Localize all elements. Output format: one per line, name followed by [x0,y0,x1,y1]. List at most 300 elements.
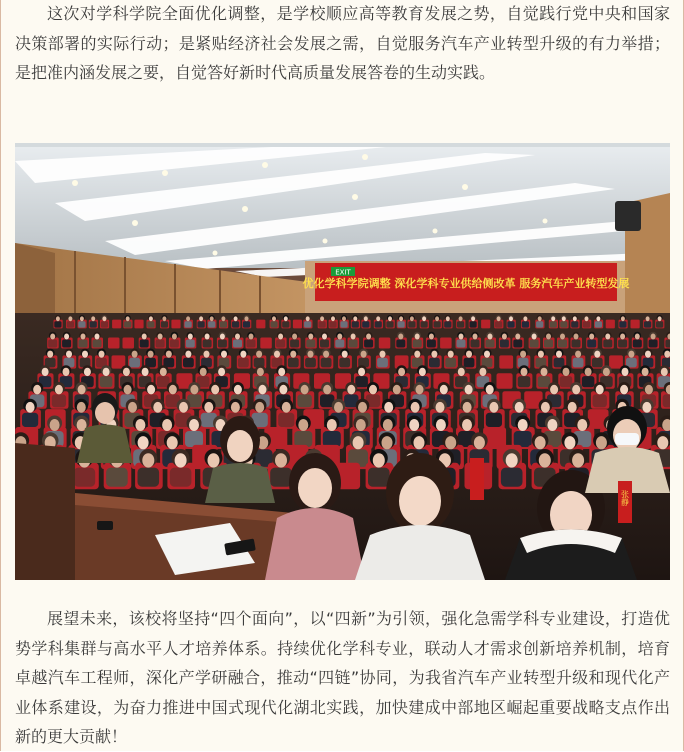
attendee-body [233,340,242,348]
attendee-face [188,334,193,340]
attendee-body [587,340,596,348]
attendee-body [603,340,612,348]
attendee-face [585,368,592,376]
attendee-face [532,334,537,340]
attendee-body [500,340,509,348]
attendee-face [256,351,262,358]
attendee-body [340,321,347,327]
attendee-face [103,368,110,376]
attendee-face [560,334,565,340]
attendee-face [410,316,414,321]
seat [108,338,120,349]
attendee-body [573,358,584,368]
attendee-face [414,436,425,449]
attendee-body [386,321,393,327]
attendee-body [644,321,651,327]
attendee-face [551,316,555,321]
attendee-face [175,453,187,467]
attendee-face [81,334,86,340]
attendee-body [544,340,553,348]
attendee-face [562,316,566,321]
attendee-face [364,316,368,321]
attendee-face [210,316,214,321]
attendee-body [518,376,531,387]
attendee-face [471,316,475,321]
attendee-face [523,316,527,321]
attendee-body [276,340,285,348]
attendee-body [294,431,312,447]
attendee-body [208,321,215,327]
attendee-face [596,316,600,321]
attendee-body [427,340,436,348]
attendee-body [93,340,102,348]
attendee-face [95,334,100,340]
attendee-body [656,321,663,327]
attendee-face [342,351,348,358]
attendee-face [358,402,367,413]
attendee-face [538,351,544,358]
attendee-body [398,321,405,327]
attendee-face [473,334,478,340]
attendee-face [160,368,167,376]
attendee-face [436,402,445,413]
attendee-body [335,340,344,348]
attendee-body [238,358,249,368]
attendee-body [444,321,451,327]
attendee-face [538,316,542,321]
attendee-face [221,351,227,358]
attendee-body [22,413,38,427]
attendee-body [619,321,626,327]
attendee-face [308,351,314,358]
attendee-body [522,321,529,327]
seat [260,338,272,349]
attendee-face [189,419,199,431]
attendee-face [42,368,49,376]
attendee-face [259,385,267,395]
attendee-face [327,419,337,431]
attendee-body [320,340,329,348]
attendee-face [208,453,220,467]
attendee-body [560,321,567,327]
attendee-face [308,334,313,340]
attendee-face [603,368,610,376]
attendee-face [398,368,405,376]
attendee-body [554,358,565,368]
attendee-face [257,368,264,376]
attendee-face [323,351,329,358]
attendee-face [458,368,465,376]
attendee-face [541,368,548,376]
attendee-face [398,334,403,340]
attendee-body [377,358,388,368]
attendee-body [362,321,369,327]
attendee-body [306,340,315,348]
attendee-face [539,453,551,467]
seat [631,320,640,329]
attendee-body [471,340,480,348]
attendee-face [356,419,366,431]
attendee-body [232,321,239,327]
attendee-body [100,376,113,387]
attendee-body [457,321,464,327]
attendee-face [657,436,668,449]
attendee-face [190,385,198,395]
attendee-body [124,321,131,327]
attendee-body [421,321,428,327]
attendee-body [156,340,165,348]
attendee-face [415,334,420,340]
attendee-face [509,316,513,321]
attendee-body [161,321,168,327]
attendee-face [488,334,493,340]
attendee-face [409,419,419,431]
attendee-face [211,385,219,395]
attendee-body [67,321,74,327]
attendee-face [518,419,528,431]
attendee-body [270,468,292,487]
attendee-face [546,334,551,340]
attendee-face [465,385,473,395]
attendee-body [457,340,466,348]
name-card-text: 张静 [620,490,630,506]
attendee-body [560,376,573,387]
attendee-face [185,351,191,358]
attendee-face [56,316,60,321]
attendee-body [329,321,336,327]
attendee-body [339,358,350,368]
attendee-body [218,340,227,348]
attendee-face [622,368,629,376]
attendee-body [203,340,212,348]
attendee-face [124,385,132,395]
attendee-face [416,385,424,395]
attendee-body [101,321,108,327]
attendee-face [535,436,546,449]
seat [606,320,615,329]
attendee-body [74,468,96,487]
attendee-body [79,340,88,348]
attendee-face [66,351,72,358]
attendee-body [243,321,250,327]
attendee-face [221,316,225,321]
attendee-face [620,385,628,395]
attendee-face [147,385,155,395]
attendee-face [419,368,426,376]
attendee-body [90,321,97,327]
attendee-face [249,334,254,340]
attendee-face [520,351,526,358]
attendee-face [366,334,371,340]
attendee-face [132,351,138,358]
attendee-body [78,321,85,327]
attendee-face [320,316,324,321]
attendee-body [445,358,456,368]
attendee-face [306,316,310,321]
attendee-body [665,340,670,348]
attendee-body [464,358,475,368]
attendee-face [596,436,607,449]
seat [609,355,623,368]
attendee-face [383,419,393,431]
attendee-body [592,358,603,368]
attendee-face [63,368,70,376]
attendee-face [278,368,285,376]
attendee-face [33,385,41,395]
attendee-body [349,340,358,348]
attendee-face [186,316,190,321]
attendee-body [434,321,441,327]
attendee-face [218,368,225,376]
attendee-face [556,351,562,358]
attendee-face [353,316,357,321]
attendee-face [646,316,650,321]
attendee-face [169,385,177,395]
attendee-face [541,402,550,413]
attendee-face [369,385,377,395]
attendee-face [445,436,456,449]
attendee-body [501,468,523,487]
meeting-hall-photo [15,143,670,580]
attendee-face [502,334,507,340]
attendee-face [64,334,69,340]
attendee-body [129,358,140,368]
attendee-face [547,419,557,431]
attendee-body [618,340,627,348]
attendee-face [282,402,291,413]
attendee-body [278,413,294,427]
attendee-face [550,385,558,395]
attendee-body [536,321,543,327]
attendee-face [323,385,331,395]
attendee-face [126,316,130,321]
attendee-face [605,334,610,340]
attendee-face [521,368,528,376]
attendee-face [162,419,172,431]
attendee-face [642,368,649,376]
attendee-body [62,340,71,348]
attendee-face [204,351,210,358]
attendee-face [99,351,105,358]
attendee-face [585,316,589,321]
attendee-body [186,340,195,348]
attendee-face [635,334,640,340]
attendee-body [52,394,66,407]
attendee-body [396,340,405,348]
attendee-face [162,316,166,321]
attendee-body [352,321,359,327]
attendee-face [572,453,584,467]
attendee-face [422,316,426,321]
attendee-face [628,351,634,358]
attendee-face [448,351,454,358]
attendee-face [55,385,63,395]
attendee-face [651,334,656,340]
attendee-face [645,351,651,358]
attendee-face [347,385,355,395]
attendee-face [497,316,501,321]
attendee-face [298,419,308,431]
attendee-face [128,402,137,413]
attendee-face [82,351,88,358]
seat [497,373,513,388]
attendee-face [68,316,72,321]
attendee-face [142,334,147,340]
attendee-face [489,402,498,413]
attendee-face [272,316,276,321]
attendee-body [571,321,578,327]
attendee-face [47,351,53,358]
seat [440,338,452,349]
attendee-face [255,402,264,413]
attendee-face [275,453,287,467]
attendee-face [596,385,604,395]
attendee-face [393,385,401,395]
attendee-body [572,340,581,348]
attendee-face [446,316,450,321]
attendee-face [322,334,327,340]
attendee-face [399,316,403,321]
attendee-body [538,376,551,387]
attendee-face [573,316,577,321]
attendee-face [279,385,287,395]
attendee-face [235,334,240,340]
attendee-body [530,340,539,348]
attendee-body [290,340,299,348]
attendee-body [247,340,256,348]
attendee-body [183,358,194,368]
attendee-face [292,334,297,340]
attendee-body [514,431,532,447]
attendee-face [290,351,296,358]
attendee-face [645,385,653,395]
attendee-face [334,402,343,413]
attendee-body [147,321,154,327]
attendee-face [142,453,154,467]
attendee-face [284,316,288,321]
attendee-body [593,394,607,407]
attendee-face [414,351,420,358]
attendee-body [368,468,390,487]
attendee-body [270,321,277,327]
attendee-body [297,394,311,407]
attendee-face [158,334,163,340]
attendee-body [185,431,203,447]
attendee-face [301,385,309,395]
attendee-face [138,436,149,449]
attendee-body [595,321,602,327]
attendee-body [507,321,514,327]
attendee-face [621,316,625,321]
attendee-body [355,376,368,387]
attendee-face [563,368,570,376]
attendee-body [413,340,422,348]
attendee-body [663,394,670,407]
attendee-face [331,316,335,321]
attendee-body [138,468,160,487]
attendee-face [462,419,472,431]
attendee-body [305,358,316,368]
attendee-body [170,340,179,348]
attendee-face [78,385,86,395]
attendee-face [220,334,225,340]
attendee-face [384,402,393,413]
attendee-body [304,321,311,327]
attendee-face [204,402,213,413]
attendee-body [408,321,415,327]
attendee-face [50,419,60,431]
attendee-face [234,316,238,321]
attendee-face [361,351,367,358]
attendee-body [495,321,502,327]
attendee-body [220,321,227,327]
attendee-face [278,334,283,340]
attendee-face [77,402,86,413]
attendee-body [319,321,326,327]
attendee-body [470,321,477,327]
attendee-face [661,368,668,376]
seat [123,338,135,349]
attendee-body [429,358,440,368]
attendee-face [431,351,437,358]
attendee-face [337,334,342,340]
attendee-face [50,334,55,340]
attendee-body [583,321,590,327]
attendee-body [54,321,61,327]
attendee-face [620,334,625,340]
seat [171,320,180,329]
attendee-face [274,351,280,358]
attendee-face [572,385,580,395]
attendee-body [140,340,149,348]
attendee-face [353,436,364,449]
attendee-face [373,453,385,467]
attendee-body [375,321,382,327]
attendee-face [463,402,472,413]
attendee-face [479,368,486,376]
attendee-body [321,358,332,368]
attendee-body [323,431,341,447]
attendee-face [589,334,594,340]
attendee-face [153,402,162,413]
attendee-face [594,351,600,358]
attendee-face [342,316,346,321]
attendee-face [484,351,490,358]
seat [481,320,490,329]
attendee-face [205,334,210,340]
attendee-face [429,334,434,340]
article-paragraph-1: 这次对学科学院全面优化调整，是学校顺应高等教育发展之势，自觉践行党中央和国家决策部署的实际行动；是紧贴经济社会发展之需，自觉服务汽车产业转型升级的有力举措；是把准内涵发展之要，自觉答好新时代高质量发展答卷的生动实践。 [15,4,670,82]
attendee-body [364,340,373,348]
attendee-face [200,368,207,376]
attendee-face [577,419,587,431]
attendee-face [358,368,365,376]
attendee-face [515,402,524,413]
attendee-body [649,340,658,348]
attendee-face [135,419,145,431]
seat [112,320,121,329]
attendee-body [486,413,502,427]
attendee-face [91,316,95,321]
attendee-face [642,402,651,413]
attendee-face [515,334,520,340]
article-paragraph-2: 展望未来，该校将坚持“四个面向”，以“四新”为引领，强化急需学科专业建设，打造优势学科集群与高水平人才培养体系。持续优化学科专业，联动人才需求创新培养机制，培育卓越汽车工程师，深化产学研融合，推动“四链”协同，为我省汽车产业转型升级和现代化产业体系建设，为奋力推进中国式现代化湖北实践，加快建成中部地区崛起重要战略支点作出新的更大贡献！ [15,609,670,746]
attendee-body [550,321,557,327]
attendee-face [382,436,393,449]
attendee-face [172,334,177,340]
attendee-body [170,468,192,487]
seat [256,320,265,329]
